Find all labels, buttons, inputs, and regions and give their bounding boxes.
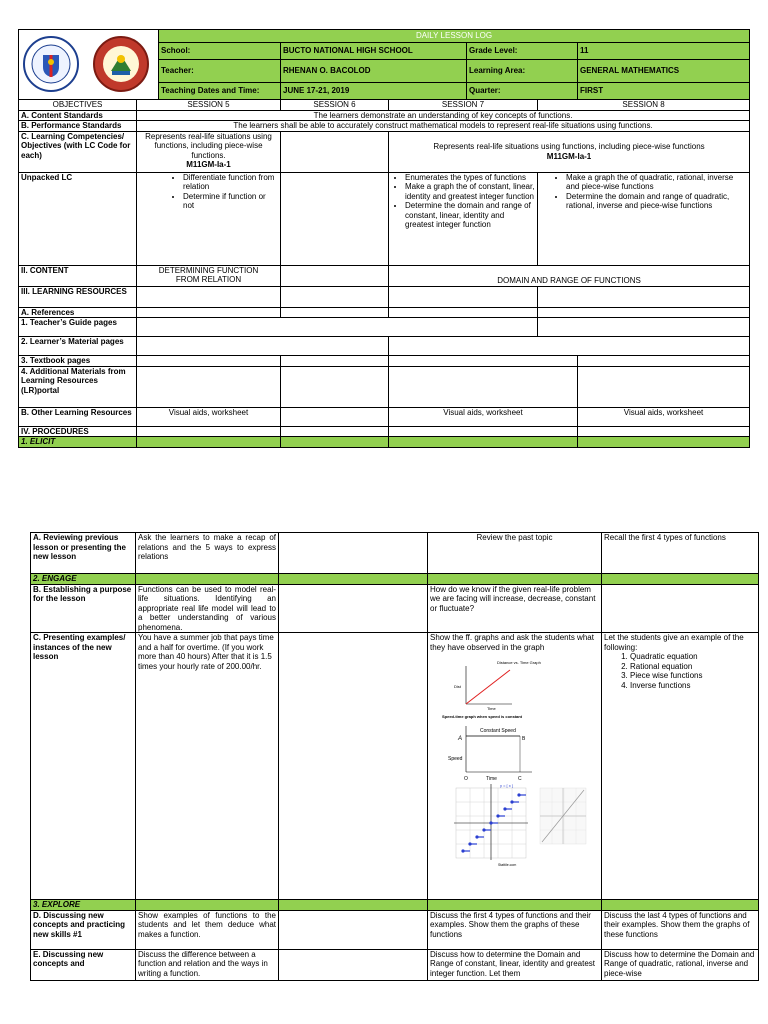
content-s5: DETERMINING FUNCTION FROM RELATION — [137, 265, 281, 286]
deped-logos — [19, 33, 157, 93]
graph2-label: Constant Speed — [480, 728, 516, 734]
textbook-s5 — [137, 356, 281, 367]
unpacked-s5 — [137, 172, 281, 265]
elicit-label: 1. ELICIT — [19, 437, 137, 448]
quarter-label: Quarter: — [467, 83, 578, 100]
explore-s6 — [279, 900, 428, 911]
content-label: II. CONTENT — [19, 265, 137, 286]
unpacked-s5-item: • Determine if function or not — [183, 192, 278, 211]
graph2-o: O — [464, 776, 468, 782]
textbook-s7 — [389, 356, 578, 367]
performance-standards-label: B. Performance Standards — [19, 121, 137, 132]
textbook-s8 — [578, 356, 750, 367]
content-standards-value: The learners demonstrate an understanding of key concepts of functions. — [137, 110, 750, 121]
explore-label: 3. EXPLORE — [31, 900, 136, 911]
references-s5 — [137, 307, 281, 318]
grade-label: Grade Level: — [467, 43, 578, 60]
example-graphs — [442, 656, 592, 876]
graph2-b: B — [522, 736, 526, 742]
unpacked-s7-item: • Determine the domain and range of constant, linear, identity and greatest integer function — [405, 201, 535, 230]
graph1-line — [466, 670, 510, 704]
unpacked-s8 — [538, 172, 750, 265]
discussing1-s6 — [279, 910, 428, 949]
other-resources-s5: Visual aids, worksheet — [137, 407, 281, 426]
learning-resources-s5 — [137, 286, 281, 307]
graph3-credit: Stattile.com — [498, 863, 517, 867]
engage-s5 — [136, 574, 279, 585]
unpacked-s7 — [389, 172, 538, 265]
performance-standards-value: The learners shall be able to accurately construct mathematical models to represent real-life situations using functions. — [137, 121, 750, 132]
quarter-value: FIRST — [578, 83, 750, 100]
presenting-s7-text: Show the ff. graphs and ask the students what they have observed in the graph — [430, 633, 594, 652]
additional-s8 — [578, 366, 750, 407]
additional-s5 — [137, 366, 281, 407]
tg-s567 — [137, 318, 538, 337]
presenting-s7 — [428, 633, 602, 900]
engage-label: 2. ENGAGE — [31, 574, 136, 585]
explore-s8 — [602, 900, 759, 911]
competencies-s78-text: Represents real-life situations using functions, including piece-wise functions — [433, 142, 705, 151]
tg-s8 — [538, 318, 750, 337]
presenting-label: C. Presenting examples/ instances of the new lesson — [31, 633, 136, 900]
reviewing-s6 — [279, 533, 428, 574]
learning-resources-s6 — [281, 286, 389, 307]
explore-s5 — [136, 900, 279, 911]
reviewing-s5: Ask the learners to make a recap of relations and the 5 ways to express relations — [136, 533, 279, 574]
page-1 — [0, 29, 768, 448]
competencies-s5 — [137, 131, 281, 172]
unpacked-s5-item: • Differentiate function from relation — [183, 173, 278, 192]
lm-s78 — [389, 337, 750, 356]
presenting-s5: You have a summer job that pays time and a half for overtime. (If you work more than 40 hours) After that it is 1.5 times your hourly rate of 200.00/hr. — [136, 633, 279, 900]
competencies-s78 — [389, 131, 750, 172]
references-s8 — [538, 307, 750, 318]
graph1-xlabel: Time — [487, 706, 496, 711]
references-s6 — [281, 307, 389, 318]
area-label: Learning Area: — [467, 60, 578, 83]
graph3-step-function — [454, 783, 528, 867]
page-2 — [0, 532, 768, 981]
dates-label: Teaching Dates and Time: — [159, 83, 281, 100]
purpose-label: B. Establishing a purpose for the lesson — [31, 584, 136, 633]
reviewing-s7: Review the past topic — [428, 533, 602, 574]
presenting-s8 — [602, 633, 759, 900]
unpacked-s6 — [281, 172, 389, 265]
unpacked-s8-item: • Determine the domain and range of quadratic, rational, inverse and piece-wise functions — [566, 192, 747, 211]
competencies-s78-code: M11GM-Ia-1 — [546, 151, 592, 161]
graph2-xlabel: Time — [486, 776, 497, 782]
session5-header: SESSION 5 — [137, 100, 281, 111]
presenting-s8-intro: Let the students give an example of the following: — [604, 633, 744, 652]
learning-resources-label: III. LEARNING RESOURCES — [19, 286, 137, 307]
tg-label: 1. Teacher’s Guide pages — [19, 318, 137, 337]
presenting-s6 — [279, 633, 428, 900]
presenting-s8-item: 1. Quadratic equation — [630, 652, 756, 662]
presenting-s8-item: 3. Piece wise functions — [630, 671, 756, 681]
lm-s56 — [137, 337, 389, 356]
daily-lesson-log-table — [18, 29, 750, 448]
textbook-s6 — [281, 356, 389, 367]
purpose-s6 — [279, 584, 428, 633]
school-value: BUCTO NATIONAL HIGH SCHOOL — [281, 43, 467, 60]
procedures-label: IV. PROCEDURES — [19, 426, 137, 437]
graph2-ylabel: Speed — [448, 756, 463, 762]
references-label: A. References — [19, 307, 137, 318]
unpacked-s7-item: • Make a graph the of constant, linear, identity and greatest integer function — [405, 182, 535, 201]
discussing1-s5: Show examples of functions to the students and let them deduce what makes a function. — [136, 910, 279, 949]
discussing1-label: D. Discussing new concepts and practicing new skills #1 — [31, 910, 136, 949]
elicit-s7 — [389, 437, 578, 448]
competencies-s5-text: Represents real-life situations using functions, including piece-wise functions. — [145, 131, 272, 160]
graph2-title: Speed-time graph when speed is constant — [442, 714, 523, 719]
teacher-label: Teacher: — [159, 60, 281, 83]
elicit-s5 — [137, 437, 281, 448]
discussing2-label: E. Discussing new concepts and — [31, 949, 136, 980]
unpacked-s8-item: • Make a graph the of quadratic, rational, inverse and piece-wise functions — [566, 173, 747, 192]
competencies-s5-code: M11GM-Ia-1 — [186, 160, 231, 169]
discussing2-s5: Discuss the difference between a function and relation and the ways in writing a function. — [136, 949, 279, 980]
procedures-s7 — [389, 426, 578, 437]
procedures-s6 — [281, 426, 389, 437]
learning-resources-s8 — [538, 286, 750, 307]
content-s6 — [281, 265, 389, 286]
log-title: DAILY LESSON LOG — [159, 30, 750, 43]
division-seal-icon — [94, 37, 148, 91]
engage-s6 — [279, 574, 428, 585]
purpose-s5: Functions can be used to model real-life situations. Identifying an appropriate real life model will lead to a better understanding of various phenomena. — [136, 584, 279, 633]
discussing2-s7: Discuss how to determine the Domain and Range of constant, linear, identity and greatest integer function. Let them — [428, 949, 602, 980]
discussing1-s8: Discuss the last 4 types of functions and their examples. Show them the graphs of these functions — [602, 910, 759, 949]
purpose-s7: How do we know if the given real-life problem we are facing will increase, decrease, constant or fluctuate? — [428, 584, 602, 633]
reviewing-s8: Recall the first 4 types of functions — [602, 533, 759, 574]
elicit-s6 — [281, 437, 389, 448]
session8-header: SESSION 8 — [538, 100, 750, 111]
objectives-header: OBJECTIVES — [19, 100, 137, 111]
graph2-a: A — [458, 736, 463, 742]
content-s78: DOMAIN AND RANGE OF FUNCTIONS — [389, 265, 750, 286]
content-standards-label: A. Content Standards — [19, 110, 137, 121]
area-value: GENERAL MATHEMATICS — [578, 60, 750, 83]
elicit-s8 — [578, 437, 750, 448]
graph1-title: Distance vs. Time Graph — [497, 660, 541, 665]
additional-s6 — [281, 366, 389, 407]
competencies-s6 — [281, 131, 389, 172]
graph4-identity-function — [540, 788, 586, 844]
learning-resources-s7 — [389, 286, 538, 307]
discussing2-s6 — [279, 949, 428, 980]
other-resources-label: B. Other Learning Resources — [19, 407, 137, 426]
additional-label: 4. Additional Materials from Learning Resources (LR)portal — [19, 366, 137, 407]
procedures-s5 — [137, 426, 281, 437]
other-resources-s7: Visual aids, worksheet — [389, 407, 578, 426]
school-label: School: — [159, 43, 281, 60]
other-resources-s8: Visual aids, worksheet — [578, 407, 750, 426]
dates-value: JUNE 17-21, 2019 — [281, 83, 467, 100]
explore-s7 — [428, 900, 602, 911]
graph2-c: C — [518, 776, 522, 782]
discussing1-s7: Discuss the first 4 types of functions and their examples. Show them the graphs of these functions — [428, 910, 602, 949]
engage-s8 — [602, 574, 759, 585]
session7-header: SESSION 7 — [389, 100, 538, 111]
other-resources-s6 — [281, 407, 389, 426]
graph3-label: y = [ x ] — [500, 783, 514, 788]
reviewing-label: A. Reviewing previous lesson or presenting the new lesson — [31, 533, 136, 574]
presenting-s8-item: 4. Inverse functions — [630, 681, 756, 691]
purpose-s8 — [602, 584, 759, 633]
unpacked-s7-item: • Enumerates the types of functions — [405, 173, 535, 183]
session6-header: SESSION 6 — [281, 100, 389, 111]
procedures-s8 — [578, 426, 750, 437]
presenting-s8-item: 2. Rational equation — [630, 662, 756, 672]
discussing2-s8: Discuss how to determine the Domain and Range of quadratic, rational, inverse and piece-wise — [602, 949, 759, 980]
logos-cell — [19, 30, 159, 100]
graph1-ylabel: Dist — [454, 684, 461, 689]
textbook-label: 3. Textbook pages — [19, 356, 137, 367]
unpacked-label: Unpacked LC — [19, 172, 137, 265]
references-s7 — [389, 307, 538, 318]
lm-label: 2. Learner’s Material pages — [19, 337, 137, 356]
additional-s7 — [389, 366, 578, 407]
competencies-label: C. Learning Competencies/ Objectives (with LC Code for each) — [19, 131, 137, 172]
engage-s7 — [428, 574, 602, 585]
procedures-table — [30, 532, 759, 981]
deped-seal-icon — [24, 37, 78, 91]
teacher-value: RHENAN O. BACOLOD — [281, 60, 467, 83]
grade-value: 11 — [578, 43, 750, 60]
